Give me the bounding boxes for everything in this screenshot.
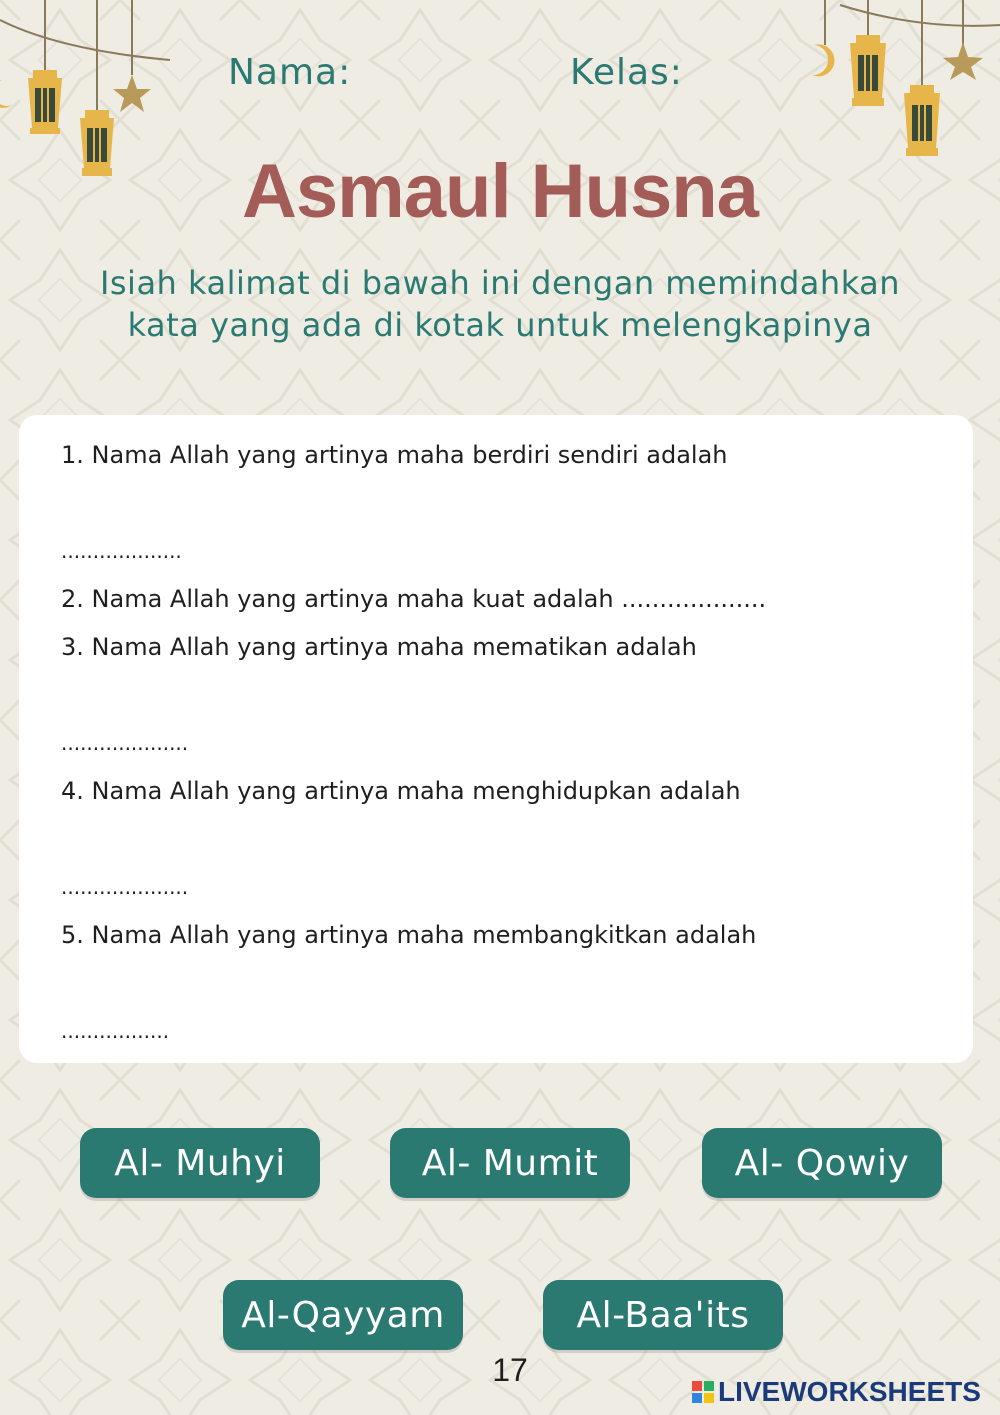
answer-chip-al-qowiy[interactable]: Al- Qowiy [702,1128,942,1198]
star-icon [943,42,983,80]
answer-blank-3[interactable]: .................... [61,731,189,755]
answer-chip-al-mumit[interactable]: Al- Mumit [390,1128,630,1198]
name-label: Nama: [228,52,352,93]
question-2[interactable]: 2. Nama Allah yang artinya maha kuat adalah ................... [61,585,767,613]
class-label: Kelas: [570,52,683,93]
crescent-moon-icon [812,44,834,76]
instruction-line-1: Isiah kalimat di bawah ini dengan memindahkan [99,264,901,302]
question-3: 3. Nama Allah yang artinya maha mematikan adalah [61,633,697,661]
instruction-text [0,262,1000,346]
question-5: 5. Nama Allah yang artinya maha membangkitkan adalah [61,921,757,949]
lantern-icon [28,70,62,134]
instruction-line-2: kata yang ada di kotak untuk melengkapinya [127,306,873,344]
page-title: Asmaul Husna [242,149,758,234]
question-card [19,415,973,1063]
lantern-icon [904,85,940,156]
question-4: 4. Nama Allah yang artinya maha menghidupkan adalah [61,777,741,805]
page-number: 17 [492,1352,528,1388]
answer-blank-4[interactable]: .................... [61,875,189,899]
answer-chip-al-qayyam[interactable]: Al-Qayyam [223,1280,463,1350]
answer-blank-5[interactable]: ................. [61,1019,170,1043]
liveworksheets-logo [692,1376,981,1408]
answer-chip-al-baaits[interactable]: Al-Baa'its [543,1280,783,1350]
liveworksheets-logo-icon [692,1381,714,1403]
lantern-icon [850,35,886,106]
liveworksheets-brand-text: LIVEWORKSHEETS [718,1376,981,1407]
lantern-decoration-right [800,0,1000,170]
star-icon [113,75,151,112]
answer-blank-1[interactable]: ................... [61,539,182,563]
question-1: 1. Nama Allah yang artinya maha berdiri sendiri adalah [61,441,728,469]
answer-chip-al-muhyi[interactable]: Al- Muhyi [80,1128,320,1198]
